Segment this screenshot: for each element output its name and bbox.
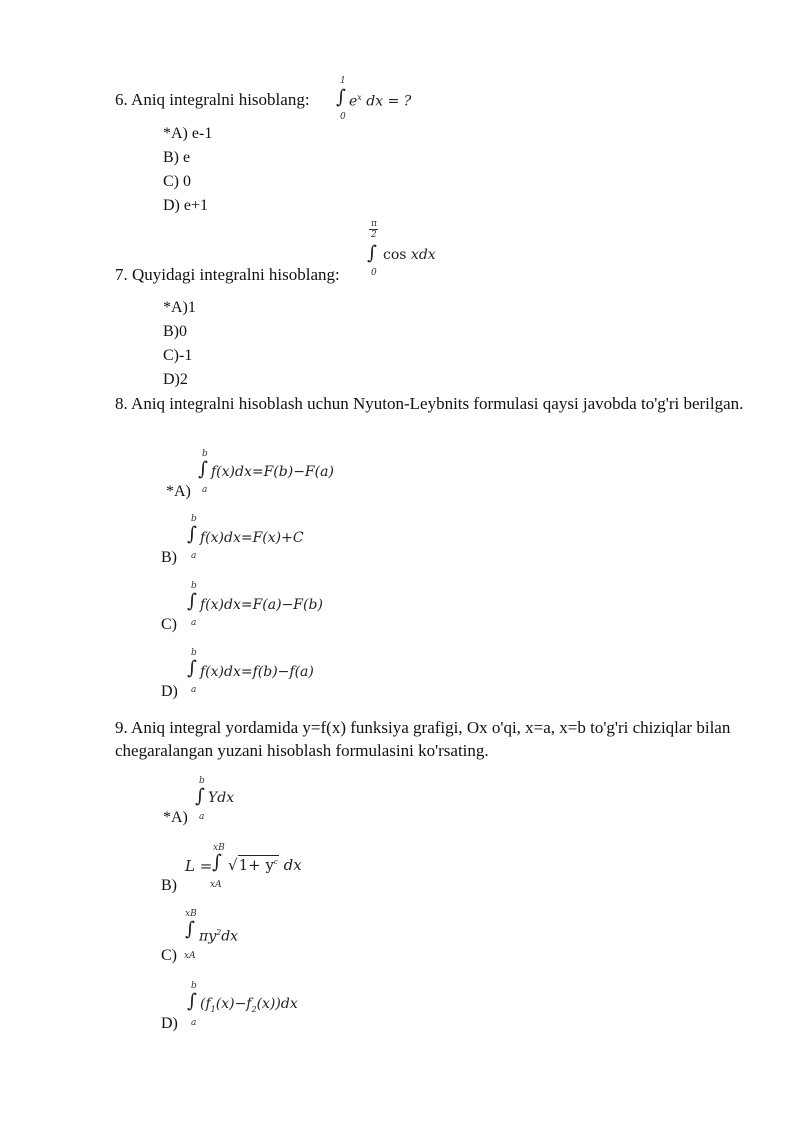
option-label: *A) bbox=[166, 483, 191, 500]
q7-option-c: C)-1 bbox=[163, 347, 193, 364]
sqrt-expression: $√1+ y^c$ dx bbox=[228, 856, 302, 874]
integral-sign-icon: ∫ bbox=[336, 86, 346, 108]
upper-limit: b bbox=[199, 776, 205, 786]
lower-limit: a bbox=[191, 1018, 197, 1028]
formula-prefix: L = bbox=[185, 857, 213, 875]
integral-sign-icon: ∫ bbox=[187, 990, 197, 1012]
sqrt-icon: √ bbox=[228, 856, 238, 874]
q6-option-c: C) 0 bbox=[163, 173, 191, 190]
lower-limit: a bbox=[199, 812, 205, 822]
integral-upper-limit: 1 bbox=[340, 76, 346, 86]
integral-sign-icon: ∫ bbox=[367, 242, 377, 264]
integrand: cos xdx bbox=[383, 247, 436, 263]
question-6-text: 6. Aniq integralni hisoblang: bbox=[115, 90, 310, 109]
integral-sign-icon: ∫ bbox=[187, 523, 197, 545]
formula-expression: $(f_1(x)-f_2(x))dx$ bbox=[200, 996, 298, 1014]
lower-limit: xA bbox=[210, 880, 222, 890]
integral-sign-icon: ∫ bbox=[187, 657, 197, 679]
option-label: *A) bbox=[163, 809, 188, 826]
integral-sign-icon: ∫ bbox=[185, 918, 195, 940]
question-9-text: 9. Aniq integral yordamida y=f(x) funksiya grafigi, Ox o'qi, x=a, x=b to'g'ri chiziqlar bilan chegaralangan yuzani hisoblash formulasini ko'rsating. bbox=[115, 718, 731, 760]
upper-limit: xB bbox=[185, 909, 197, 919]
question-7-text: 7. Quyidagi integralni hisoblang: bbox=[115, 265, 340, 284]
formula-expression: $\pi y^2dx$ bbox=[199, 928, 239, 945]
integral-lower-limit: 0 bbox=[340, 112, 346, 122]
lower-limit: a bbox=[191, 551, 197, 561]
lower-limit: a bbox=[191, 685, 197, 695]
option-label: D) bbox=[161, 1015, 178, 1032]
question-8-text: 8. Aniq integralni hisoblash uchun Nyuton-Leybnits formulasi qaysi javobda to'g'ri berilgan. bbox=[115, 394, 744, 413]
option-label: B) bbox=[161, 877, 177, 894]
upper-limit: b bbox=[191, 648, 197, 658]
option-label: C) bbox=[161, 947, 177, 964]
upper-limit: b bbox=[191, 981, 197, 991]
upper-limit: b bbox=[191, 514, 197, 524]
upper-limit-denominator: 2 bbox=[371, 230, 377, 240]
integral-sign-icon: ∫ bbox=[212, 851, 222, 873]
formula-expression: f(x)dx=F(a)−F(b) bbox=[200, 597, 323, 613]
integral-sign-icon: ∫ bbox=[198, 458, 208, 480]
upper-limit: b bbox=[202, 449, 208, 459]
formula-expression: Ydx bbox=[208, 790, 235, 806]
integral-lower-limit: 0 bbox=[371, 268, 377, 278]
q6-option-d: D) e+1 bbox=[163, 197, 209, 214]
upper-limit: b bbox=[191, 581, 197, 591]
integrand: $e^x$ dx = ? bbox=[349, 93, 412, 110]
formula-expression: f(x)dx=f(b)−f(a) bbox=[200, 664, 314, 680]
lower-limit: a bbox=[202, 485, 208, 495]
q7-option-b: B)0 bbox=[163, 323, 187, 340]
q7-option-d: D)2 bbox=[163, 371, 188, 388]
integral-sign-icon: ∫ bbox=[187, 590, 197, 612]
integral-sign-icon: ∫ bbox=[195, 785, 205, 807]
q6-option-b: B) e bbox=[163, 149, 191, 166]
option-label: C) bbox=[161, 616, 177, 633]
upper-limit-numerator: π bbox=[371, 219, 377, 229]
lower-limit: a bbox=[191, 618, 197, 628]
option-label: B) bbox=[161, 549, 177, 566]
formula-expression: f(x)dx=F(b)−F(a) bbox=[211, 464, 334, 480]
q7-option-a: *A)1 bbox=[163, 299, 196, 316]
formula-expression: f(x)dx=F(x)+C bbox=[200, 530, 304, 546]
option-label: D) bbox=[161, 683, 178, 700]
lower-limit: xA bbox=[184, 951, 196, 961]
q6-option-a: *A) e-1 bbox=[163, 125, 213, 142]
upper-limit: xB bbox=[213, 843, 225, 853]
